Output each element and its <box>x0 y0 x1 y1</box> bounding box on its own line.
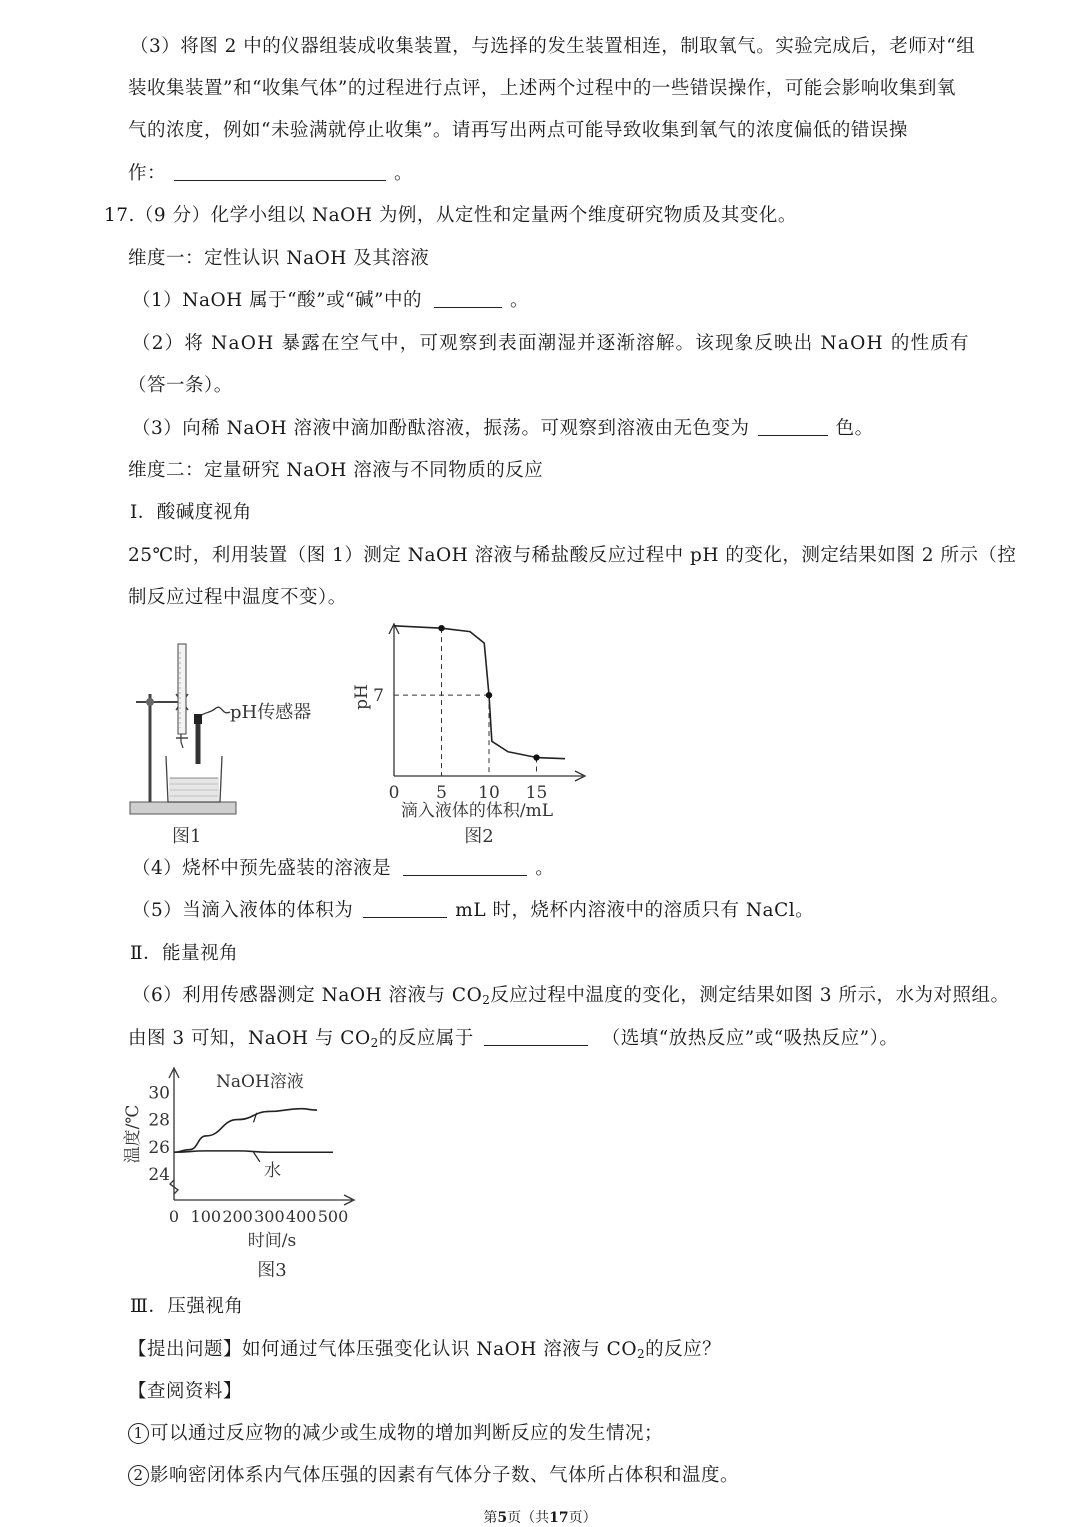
q17-header: 17.（9 分）化学小组以 NaOH 为例，从定性和定量两个维度研究物质及其变化。 <box>104 205 797 226</box>
answer-blank-q16-3[interactable] <box>174 163 386 181</box>
x-tick-label: 15 <box>525 783 548 803</box>
question-text-a: 【提出问题】如何通过气体压强变化认识 NaOH 溶液与 CO <box>128 1339 637 1360</box>
probe-head <box>194 714 202 724</box>
q17-sub-2-line2: （答一条）。 <box>128 375 233 396</box>
q17-3-text: （3）向稀 NaOH 溶液中滴加酚酞溶液，振荡。可观察到溶液由无色变为 <box>132 418 750 439</box>
total-pages: 17 <box>549 1510 569 1526</box>
circled-number-1: 1 <box>128 1423 149 1444</box>
x-axis-label: 时间/s <box>247 1231 297 1251</box>
y-axis-label: 温度/℃ <box>123 1104 143 1164</box>
figure-2-ph-chart <box>345 618 600 850</box>
q17-sub-4 <box>132 856 554 882</box>
q17-4-suffix: 。 <box>535 858 555 879</box>
q17-sub-1 <box>132 288 529 314</box>
figure-2-caption: 图2 <box>464 826 494 847</box>
page-number: 5 <box>497 1510 508 1526</box>
part-2-heading: Ⅱ．能量视角 <box>130 943 239 964</box>
data-point <box>438 625 444 631</box>
answer-blank-q17-1[interactable] <box>434 290 502 308</box>
burette-tip <box>181 734 183 748</box>
reference-item-1 <box>128 1421 663 1447</box>
q16-3-line3: 气的浓度，例如“未验满就停止收集”。请再写出两点可能导致收集到氧气的浓度偏低的错误操 <box>128 120 908 141</box>
reference-text-1: 可以通过反应物的减少或生成物的增加判断反应的发生情况； <box>150 1423 664 1444</box>
footer-pre: 第 <box>483 1510 498 1526</box>
figure-3-temperature-chart <box>123 1064 364 1284</box>
temperature-curve <box>174 1151 333 1152</box>
temperature-curve <box>174 1109 317 1153</box>
q17-6-line2-c: （选填“放热反应”或“吸热反应”）。 <box>601 1028 899 1049</box>
q16-3-line1: （3）将图 2 中的仪器组装成收集装置，与选择的发生装置相连，制取氧气。实验完成后，老师对“组 <box>130 36 976 57</box>
q17-1-text: （1）NaOH 属于“酸”或“碱”中的 <box>132 290 422 311</box>
reference-text-2: 影响密闭体系内气体压强的因素有气体分子数、气体所占体积和温度。 <box>150 1465 740 1486</box>
q17-5-text: （5）当滴入液体的体积为 <box>132 900 354 921</box>
x-tick-label: 500 <box>317 1207 349 1226</box>
water-series-label: 水 <box>264 1161 281 1181</box>
y-tick-label: 7 <box>373 686 384 707</box>
q17-5-suffix: mL 时，烧杯内溶液中的溶质只有 NaCl。 <box>455 900 815 921</box>
q16-3-suffix: 。 <box>394 163 414 184</box>
y-tick-label: 26 <box>148 1137 170 1158</box>
y-tick-label: 28 <box>148 1110 170 1131</box>
answer-blank-q17-3[interactable] <box>758 418 828 436</box>
footer-mid: 页（共 <box>507 1510 550 1526</box>
q17-6-line2-a: 由图 3 可知，NaOH 与 CO <box>128 1028 371 1049</box>
x-tick-label: 100 <box>190 1207 222 1226</box>
q16-3-line4 <box>128 161 413 187</box>
figure-1-caption: 图1 <box>172 826 202 847</box>
x-tick-label: 200 <box>222 1207 253 1226</box>
reference-item-2 <box>128 1463 739 1489</box>
q16-3-line2: 装收集装置”和“收集气体”的过程进行点评，上述两个过程中的一些错误操作，可能会影响收集到氧 <box>128 78 956 99</box>
ph-sensor-label: pH传感器 <box>230 702 312 723</box>
q16-3-prefix: 作： <box>128 163 167 184</box>
answer-blank-q17-4[interactable] <box>403 858 527 876</box>
q17-1-suffix: 。 <box>510 290 530 311</box>
q17-6-text-b: 反应过程中温度的变化，测定结果如图 3 所示，水为对照组。 <box>490 985 1010 1006</box>
subscript-2: 2 <box>636 1347 646 1361</box>
figure-1-apparatus <box>126 638 336 850</box>
water-label-leader <box>254 1152 260 1162</box>
data-point <box>533 754 539 760</box>
x-tick-label: 0 <box>388 783 400 803</box>
x-tick-label: 5 <box>436 783 447 803</box>
circled-number-2: 2 <box>128 1465 149 1486</box>
q17-6-line2-b: 的反应属于 <box>378 1028 474 1049</box>
q17-3-suffix: 色。 <box>835 418 874 439</box>
subscript-2: 2 <box>370 1036 379 1050</box>
q17-dimension-2: 维度二：定量研究 NaOH 溶液与不同物质的反应 <box>128 460 544 481</box>
q17-dimension-1: 维度一：定性认识 NaOH 及其溶液 <box>128 248 430 269</box>
y-axis-label: pH <box>352 684 372 710</box>
part-1-heading: Ⅰ．酸碱度视角 <box>130 502 252 523</box>
q17-sub-3 <box>132 416 874 442</box>
x-tick-label: 400 <box>285 1207 317 1226</box>
question-prompt <box>128 1337 721 1367</box>
ph-curve <box>394 626 565 759</box>
q17-6-text-a: （6）利用传感器测定 NaOH 溶液与 CO <box>132 985 483 1006</box>
beaker-solution <box>169 778 219 801</box>
q17-sub-6-line2 <box>128 1026 898 1056</box>
x-axis-label: 滴入液体的体积/mL <box>400 801 554 821</box>
data-point <box>486 692 492 698</box>
x-tick-label: 0 <box>168 1207 180 1226</box>
q17-4-text: （4）烧杯中预先盛装的溶液是 <box>132 858 392 879</box>
burette <box>178 644 186 734</box>
x-tick-label: 300 <box>254 1207 285 1226</box>
part-1-paragraph-line2: 制反应过程中温度不变）。 <box>128 587 347 608</box>
y-tick-label: 24 <box>148 1165 170 1185</box>
page-footer <box>0 1507 1080 1527</box>
q17-sub-2-line1: （2）将 NaOH 暴露在空气中，可观察到表面潮湿并逐渐溶解。该现象反映出 NaOH 的性质有 <box>132 333 970 354</box>
probe-wire <box>198 707 230 720</box>
y-tick-label: 30 <box>148 1083 170 1104</box>
question-text-b: 的反应？ <box>645 1339 722 1360</box>
x-tick-label: 10 <box>478 783 500 803</box>
clamp-knob <box>146 698 154 706</box>
answer-blank-q17-6[interactable] <box>484 1028 588 1046</box>
part-1-paragraph-line1: 25℃时，利用装置（图 1）测定 NaOH 溶液与稀盐酸反应过程中 pH 的变化，测定结果如图 2 所示（控 <box>128 545 1017 566</box>
part-3-heading: Ⅲ．压强视角 <box>130 1296 244 1317</box>
subscript-2: 2 <box>482 993 491 1007</box>
naoh-series-label: NaOH溶液 <box>216 1072 304 1092</box>
stand-base <box>130 802 236 814</box>
reference-title: 【查阅资料】 <box>128 1381 243 1402</box>
figure-3-caption: 图3 <box>257 1260 287 1281</box>
q17-sub-6-line1 <box>132 983 1009 1013</box>
footer-post: 页） <box>568 1510 597 1526</box>
q17-sub-5 <box>132 898 814 924</box>
answer-blank-q17-5[interactable] <box>363 900 447 918</box>
